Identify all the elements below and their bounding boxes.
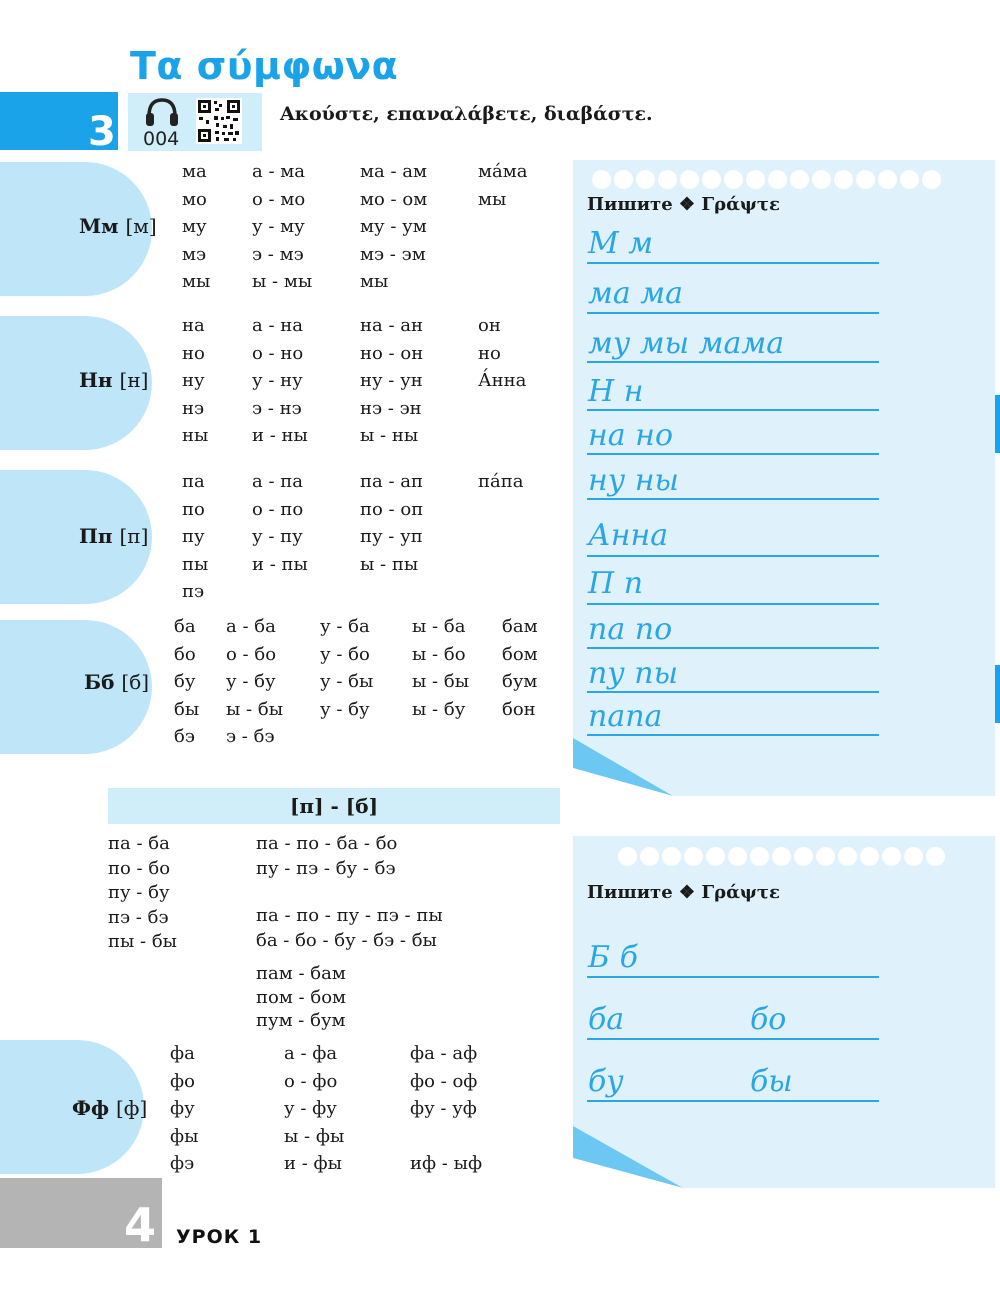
syllable-pair: иф - ыф <box>410 1153 483 1174</box>
audio-track-number: 004 <box>143 128 180 150</box>
syllable: ма <box>182 161 207 182</box>
syllable: фу <box>170 1098 195 1119</box>
syllable: бы <box>174 698 200 720</box>
cursive-line: ба <box>588 1002 625 1037</box>
cursive-line: бу <box>588 1064 624 1099</box>
writing-line <box>587 453 879 455</box>
page-curl-icon <box>573 1126 693 1190</box>
syllable-pair: ы - ба <box>412 616 466 637</box>
contrast-chain: пум - бум <box>256 1010 346 1031</box>
syllable-pair <box>410 1123 482 1151</box>
contrast-chain: пу - пэ - бу - бэ <box>256 857 396 879</box>
contrast-chain: пом - бом <box>256 986 347 1008</box>
cursive-line: па по <box>588 612 673 647</box>
qr-code-icon[interactable] <box>196 98 242 144</box>
syllable: бэ <box>174 726 195 747</box>
letter-label-f: Фф [ф] <box>72 1096 148 1120</box>
syllable: пы <box>182 553 209 575</box>
word: ма́ма <box>478 161 528 182</box>
writing-line <box>587 262 879 264</box>
contrast-left-list <box>108 832 177 955</box>
syllable-pair: о - но <box>252 342 304 364</box>
writing-line <box>587 1038 879 1040</box>
word: А́нна <box>478 370 527 391</box>
syllable-pair: э - мэ <box>252 243 304 265</box>
contrast-heading: [п] - [б] <box>108 788 560 824</box>
contrast-pair: по - бо <box>108 857 171 879</box>
syllable: му <box>182 216 207 237</box>
syllable: пу <box>182 526 205 547</box>
cursive-line: П п <box>588 566 644 601</box>
syllable-pair: ы - бы <box>412 671 470 692</box>
syllable: фы <box>170 1125 199 1147</box>
syllable-pair: пу - уп <box>360 526 423 547</box>
syllable-pair: фо - оф <box>410 1070 478 1092</box>
edge-tab <box>995 395 1000 453</box>
syllable-pair: фу - уф <box>410 1098 477 1119</box>
syllable: пэ <box>182 581 205 602</box>
syllable: бо <box>174 643 196 665</box>
syllable: мо <box>182 188 207 210</box>
syllable: по <box>182 498 205 520</box>
writing-line <box>587 691 879 693</box>
syllable-pair: ма - ам <box>360 161 427 182</box>
syllable-pair: ну - ун <box>360 370 423 391</box>
instruction-text: Ακούστε, επαναλάβετε, διαβάστε. <box>280 103 653 125</box>
cursive-line: ну ны <box>588 463 679 498</box>
write-label-2: Пишите ❖ Γράψτε <box>587 882 780 903</box>
syllable-pair: о - фо <box>284 1070 338 1092</box>
writing-line <box>587 647 879 649</box>
cursive-line: ма ма <box>588 276 684 311</box>
syllable: мы <box>182 271 211 292</box>
headphones-icon[interactable] <box>144 96 180 128</box>
cursive-line: Н н <box>588 374 644 409</box>
syllable-pair: у - бы <box>320 671 374 692</box>
letter-label-m: Мм [м] <box>79 214 157 238</box>
syllable-pair: у - бу <box>226 671 276 692</box>
writing-line <box>587 603 879 605</box>
syllable-pair: а - фа <box>284 1043 338 1064</box>
syllable-pair: ы - бу <box>412 698 466 720</box>
word: бом <box>502 643 538 665</box>
syllable-pair: у - бу <box>320 698 370 720</box>
cursive-line: пу пы <box>588 656 679 691</box>
letter-label-p: Пп [п] <box>79 524 149 548</box>
writing-line <box>587 734 879 736</box>
cursive-line: папа <box>588 699 663 734</box>
syllable: но <box>182 342 205 364</box>
syllable-pair: э - бэ <box>226 726 275 747</box>
writing-line <box>587 1100 879 1102</box>
syllable-pair: у - пу <box>252 526 303 547</box>
syllable-pair: у - ну <box>252 370 303 391</box>
syllable: па <box>182 471 205 492</box>
syllable-pair: ы - фы <box>284 1125 345 1147</box>
cursive-line: М м <box>588 226 654 261</box>
cursive-line: Анна <box>588 518 669 553</box>
letter-label-b: Бб [б] <box>84 670 150 694</box>
contrast-chain: па - по - пу - пэ - пы <box>256 905 443 926</box>
syllable-pair: по - оп <box>360 498 424 520</box>
syllable-pair: ы - пы <box>360 553 419 575</box>
contrast-right-b <box>256 904 443 953</box>
syllable: ну <box>182 370 205 391</box>
syllable-pair: а - ма <box>252 161 305 182</box>
cursive-line: бы <box>750 1064 793 1099</box>
contrast-chain: пам - бам <box>256 963 346 984</box>
syllable: фа <box>170 1043 195 1064</box>
word: бум <box>502 671 538 692</box>
lesson-label: УРОК 1 <box>176 1226 263 1248</box>
syllable-pair: но - он <box>360 342 424 364</box>
syllable-pair: а - па <box>252 471 303 492</box>
write-label-1: Пишите ❖ Γράψτε <box>587 194 780 215</box>
syllable: фэ <box>170 1153 195 1174</box>
syllable-pair: па - ап <box>360 471 423 492</box>
cursive-line: Б б <box>588 940 638 975</box>
syllable: мэ <box>182 243 207 265</box>
edge-tab <box>995 665 1000 723</box>
word: бам <box>502 616 538 637</box>
writing-line <box>587 498 879 500</box>
writing-line <box>587 409 879 411</box>
syllable-pair: мо - ом <box>360 188 428 210</box>
contrast-chain: ба - бо - бу - бэ - бы <box>256 929 437 951</box>
cursive-line: бо <box>750 1002 787 1037</box>
page-number: 4 <box>124 1198 157 1252</box>
syllable: на <box>182 315 205 336</box>
syllable-pair: у - му <box>252 216 305 237</box>
syllable-pair: и - фы <box>284 1153 342 1174</box>
syllable: ба <box>174 616 196 637</box>
letter-label-n: Нн [н] <box>79 368 149 392</box>
syllable-pair: ы - бы <box>226 698 284 720</box>
contrast-right-c <box>256 962 346 1033</box>
cursive-line: на но <box>588 418 674 453</box>
contrast-pair: пы - бы <box>108 931 178 952</box>
syllable: ны <box>182 425 209 446</box>
exercise-number: 3 <box>88 109 116 155</box>
syllable-pair: у - ба <box>320 616 370 637</box>
syllable-pair: ы - мы <box>252 271 313 292</box>
writing-line <box>587 976 879 978</box>
syllable-pair: мы <box>360 271 389 292</box>
word: мы <box>478 188 507 210</box>
page-title: Τα σύμφωνα <box>130 44 399 88</box>
syllable-pair: а - на <box>252 315 303 336</box>
word: бон <box>502 698 536 720</box>
contrast-pair: пэ - бэ <box>108 906 169 928</box>
contrast-right-a <box>256 832 397 881</box>
syllable-pair: и - ны <box>252 425 308 446</box>
syllable: бу <box>174 671 196 692</box>
word: но <box>478 342 501 364</box>
contrast-pair: пу - бу <box>108 882 170 903</box>
syllable-pair: у - фу <box>284 1098 337 1119</box>
syllable-pair: э - нэ <box>252 397 302 419</box>
word: па́па <box>478 471 524 492</box>
syllable-pair: о - по <box>252 498 304 520</box>
writing-line <box>587 312 879 314</box>
word: он <box>478 315 501 336</box>
syllable-pair: о - мо <box>252 188 306 210</box>
syllable-pair: а - ба <box>226 616 276 637</box>
writing-line <box>587 555 879 557</box>
syllable-pair: му - ум <box>360 216 427 237</box>
contrast-chain: па - по - ба - бо <box>256 833 398 854</box>
syllable-pair: фа - аф <box>410 1043 478 1064</box>
syllable-pair: ы - ны <box>360 425 419 446</box>
syllable-pair: нэ - эн <box>360 397 422 419</box>
syllable-pair: и - пы <box>252 553 308 575</box>
syllable: фо <box>170 1070 195 1092</box>
contrast-pair: па - ба <box>108 833 170 854</box>
syllable-pair: ы - бо <box>412 643 466 665</box>
cursive-line: му мы мама <box>588 326 785 361</box>
syllable-pair: мэ - эм <box>360 243 426 265</box>
spiral-dots <box>592 170 941 189</box>
page-curl-icon <box>573 738 683 798</box>
syllable-pair: у - бо <box>320 643 370 665</box>
spiral-dots <box>618 847 945 866</box>
syllable-pair: на - ан <box>360 315 423 336</box>
writing-line <box>587 361 879 363</box>
syllable-pair: о - бо <box>226 643 277 665</box>
syllable: нэ <box>182 397 205 419</box>
